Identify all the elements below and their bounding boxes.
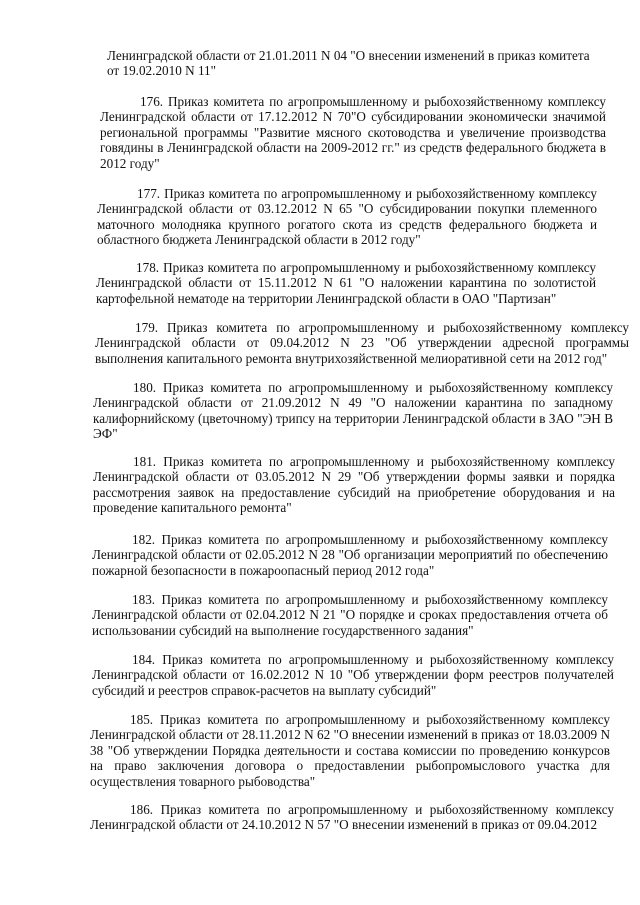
list-item-179: 179. Приказ комитета по агропромышленному и рыбохозяйственному комплексу Ленинградской области от 09.04.2012 N 23 "Об утверждении адресной программы выполнения капитального ремонта внутрихозяйственной мелиоративной сети на 2012 год" (95, 320, 629, 366)
list-item-176: 176. Приказ комитета по агропромышленному и рыбохозяйственному комплексу Ленинградской области от 17.12.2012 N 70"О субсидировании экономически значимой региональной программы "Развитие мясного скотоводства и увеличение производства говядины в Ленинградской области на 2009-2012 гг." из средств федерального бюджета в 2012 году" (100, 94, 606, 171)
list-item-181: 181. Приказ комитета по агропромышленному и рыбохозяйственному комплексу Ленинградской области от 03.05.2012 N 29 "Об утверждении формы заявки и порядка рассмотрения заявок на предоставление субсидий на приобретение оборудования и на проведение капитального ремонта" (93, 454, 615, 516)
list-item-177: 177. Приказ комитета по агропромышленному и рыбохозяйственному комплексу Ленинградской области от 03.12.2012 N 65 "О субсидировании покупки племенного маточного молодняка крупного рогатого скота из средств федерального бюджета и областного бюджета Ленинградской области в 2012 году" (97, 186, 597, 248)
list-item-180: 180. Приказ комитета по агропромышленному и рыбохозяйственному комплексу Ленинградской области от 21.09.2012 N 49 "О наложении карантина по западному калифорнийскому (цветочному) трипсу на территории Ленинградской области в ЗАО "ЭН В ЭФ" (93, 380, 613, 442)
list-item-184: 184. Приказ комитета по агропромышленному и рыбохозяйственному комплексу Ленинградской области от 16.02.2012 N 10 "Об утверждении форм реестров получателей субсидий и реестров справок-расчетов на выплату субсидий" (92, 652, 614, 698)
list-item-178: 178. Приказ комитета по агропромышленному и рыбохозяйственному комплексу Ленинградской области от 15.11.2012 N 61 "О наложении карантина по золотистой картофельной нематоде на территории Ленинградской области в ОАО "Партизан" (96, 260, 596, 306)
list-item-182: 182. Приказ комитета по агропромышленному и рыбохозяйственному комплексу Ленинградской области от 02.05.2012 N 28 "Об организации мероприятий по обеспечению пожарной безопасности в пожароопасный период 2012 года" (92, 532, 608, 578)
list-item-183: 183. Приказ комитета по агропромышленному и рыбохозяйственному комплексу Ленинградской области от 02.04.2012 N 21 "О порядке и сроках предоставления отчета об использовании субсидий на выполнение государственного задания" (92, 592, 608, 638)
continuation-text: Ленинградской области от 21.01.2011 N 04 "О внесении изменений в приказ комитета от 19.02.2010 N 11" (107, 48, 590, 79)
list-item-186: 186. Приказ комитета по агропромышленному и рыбохозяйственному комплексу Ленинградской области от 24.10.2012 N 57 "О внесении изменений в приказ от 09.04.2012 (90, 802, 614, 833)
list-item-185: 185. Приказ комитета по агропромышленному и рыбохозяйственному комплексу Ленинградской области от 28.11.2012 N 62 "О внесении изменений в приказ от 18.03.2009 N 38 "Об утверждении Порядка деятельности и состава комиссии по проведению конкурсов на право заключения договора о предоставлении рыбопромыслового участка для осуществления товарного рыбоводства" (90, 712, 610, 789)
